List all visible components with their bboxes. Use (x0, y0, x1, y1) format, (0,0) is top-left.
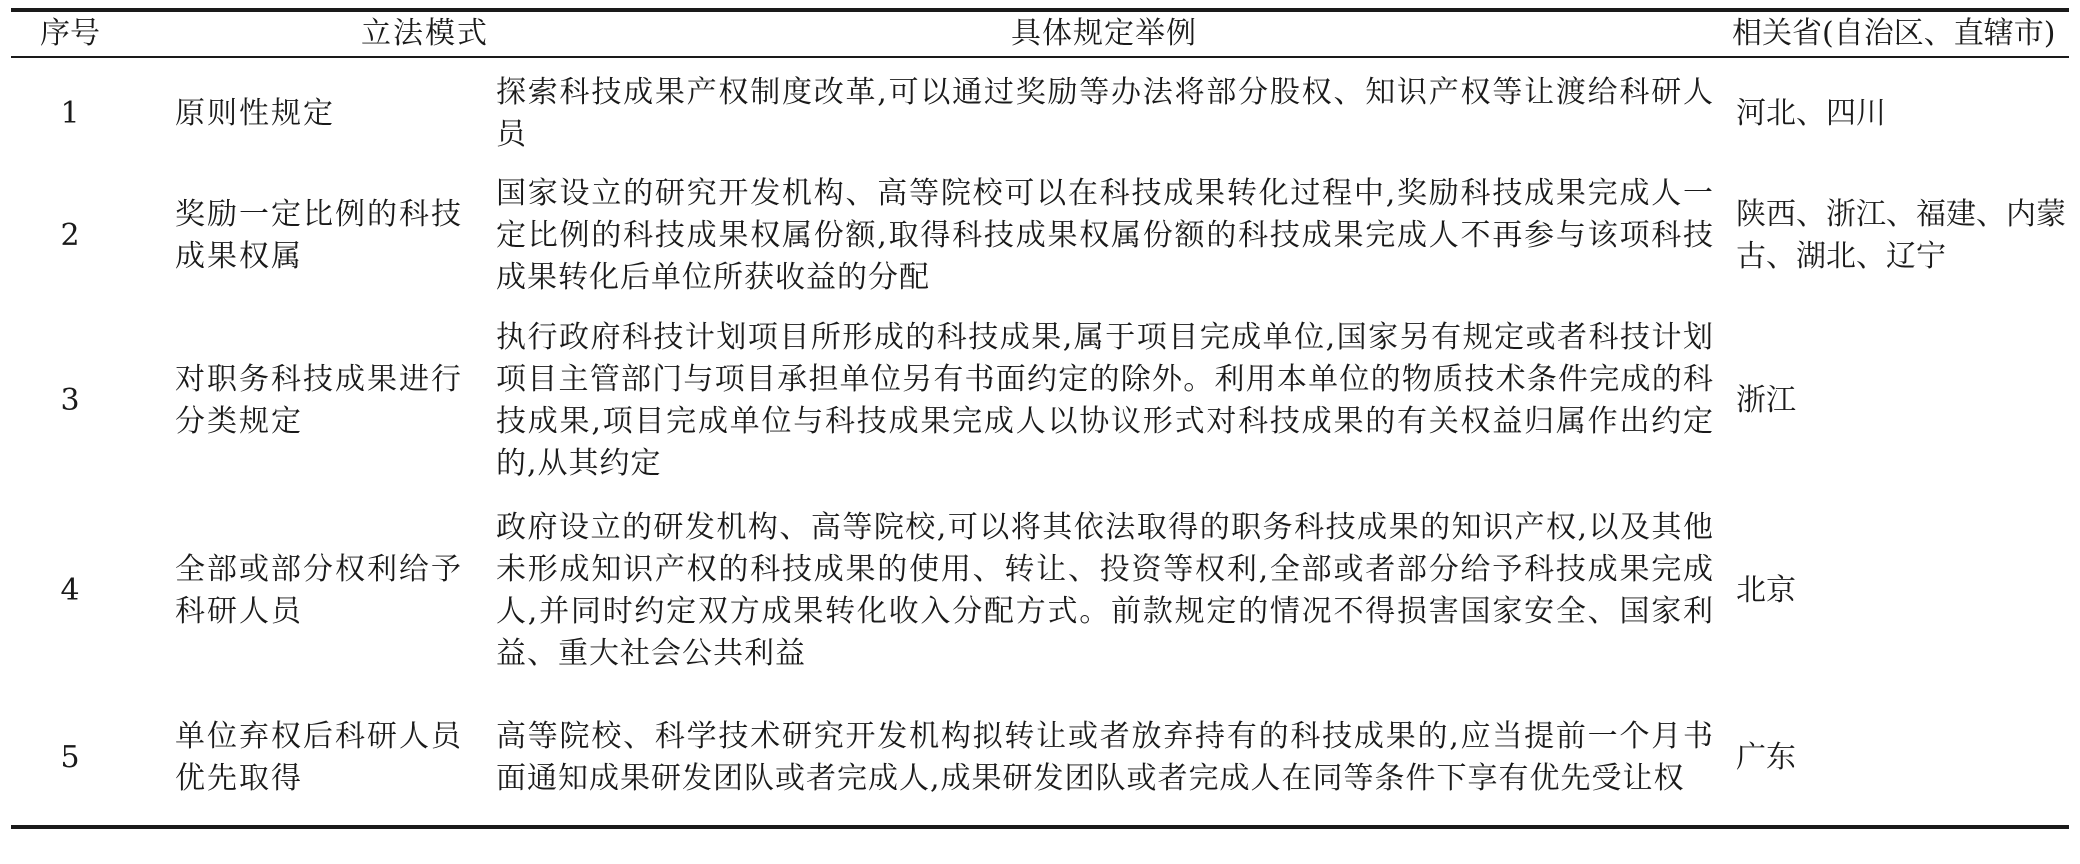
table-row (11, 690, 2069, 827)
table-header (11, 10, 2069, 57)
row-region: 北京 (1736, 573, 1796, 608)
header-example: 具体规定举例 (1011, 16, 1197, 51)
row-number: 2 (60, 218, 80, 253)
header-number: 序号 (40, 16, 100, 51)
row-number: 5 (60, 739, 80, 775)
row-region: 广东 (1736, 739, 1796, 775)
row-example: 执行政府科技计划项目所形成的科技成果,属于项目完成单位,国家另有规定或者科技计划项目主管部门与项目承担单位另有书面约定的除外。利用本单位的物质技术条件完成的科技成果,项目完成单位与科技成果完成人以协议形式对科技成果的有关权益归属作出约定的,从其约定 (496, 319, 1714, 481)
row-example: 国家设立的研究开发机构、高等院校可以在科技成果转化过程中,奖励科技成果完成人一定比例的科技成果权属份额,取得科技成果权属份额的科技成果完成人不再参与该项科技成果转化后单位所获收益的分配 (496, 176, 1714, 295)
row-example: 探索科技成果产权制度改革,可以通过奖励等办法将部分股权、知识产权等让渡给科研人员 (496, 74, 1714, 152)
row-mode: 全部或部分权利给予科研人员 (175, 552, 463, 629)
table-body (11, 57, 2069, 827)
row-region: 浙江 (1736, 382, 1796, 418)
header-row (11, 10, 2069, 57)
row-mode: 奖励一定比例的科技成果权属 (175, 197, 463, 274)
row-mode: 原则性规定 (175, 95, 335, 131)
legislation-mode-table (11, 8, 2069, 829)
row-number: 1 (60, 95, 80, 131)
row-number: 3 (60, 382, 80, 418)
header-region: 相关省(自治区、直辖市) (1732, 16, 2056, 51)
header-mode: 立法模式 (361, 16, 489, 51)
table-row (11, 163, 2069, 309)
row-example: 高等院校、科学技术研究开发机构拟转让或者放弃持有的科技成果的,应当提前一个月书面通知成果研发团队或者完成人,成果研发团队或者完成人在同等条件下享有优先受让权 (496, 718, 1714, 796)
table-row (11, 492, 2069, 690)
row-example: 政府设立的研发机构、高等院校,可以将其依法取得的职务科技成果的知识产权,以及其他未形成知识产权的科技成果的使用、转让、投资等权利,全部或者部分给予科技成果完成人,并同时约定双方成果转化收入分配方式。前款规定的情况不得损害国家安全、国家利益、重大社会公共利益 (496, 510, 1714, 671)
legislation-table-container (11, 8, 2069, 829)
table-row (11, 57, 2069, 163)
row-number: 4 (60, 573, 80, 608)
row-region: 陕西、浙江、福建、内蒙古、湖北、辽宁 (1736, 197, 2066, 274)
table-row (11, 309, 2069, 492)
row-region: 河北、四川 (1736, 95, 1886, 131)
row-mode: 对职务科技成果进行分类规定 (175, 361, 463, 439)
row-mode: 单位弃权后科研人员优先取得 (175, 718, 463, 796)
